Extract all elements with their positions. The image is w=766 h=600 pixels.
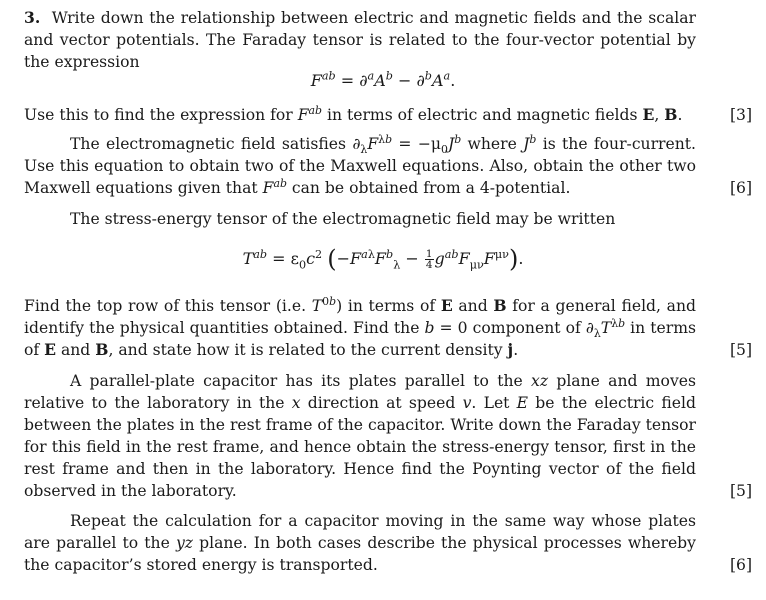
question-intro: [24, 7, 696, 73]
part2-marks: [6]: [729, 179, 753, 197]
part5-text: Repeat the calculation for a capacitor moving in the same way whose plates are parallel to the yz plane. In both cases describe the physical processes whereby the capacitor’s stored energy is transported.: [24, 512, 696, 574]
part3-text: Find the top row of this tensor (i.e. $T^{0b}$) in terms of E and B for a general field, and identify the physical quantities obtained. Find the b = 0 component of $\partial_\lambda T^{\lambda b}$ in terms of E and B, and state how it is related to the current density j.: [24, 294, 697, 359]
part3-marks: [5]: [729, 341, 753, 359]
part2-text: The electromagnetic field satisfies $\partial_\lambda F^{\lambda b} = -\mu_0J^b$ where $J^b$ is the four-current. Use this equation to obtain two of the Maxwell equations. Also, obtain the other two Maxwell equations given that $F^{ab}$ can be obtained from a 4-potential.: [24, 132, 697, 197]
part5-marks: [6]: [729, 556, 753, 574]
stress-energy-equation: $T^{ab} = \varepsilon_0c^2$ ($-F^{a\lambda}F^b_\lambda$ − $\frac{1}{4}$ $g^{ab}F_{\mu\nu}F^{\mu\nu}$).: [242, 245, 524, 273]
part1-text: Use this to find the expression for $F^{ab}$ in terms of electric and magnetic fields E, B.: [24, 103, 683, 124]
faraday-tensor-equation: $F^{ab} = \partial^aA^b - \partial^bA^a$.: [310, 69, 456, 90]
part3-intro: The stress-energy tensor of the electromagnetic field may be written: [70, 210, 616, 228]
part4-text: A parallel-plate capacitor has its plates parallel to the xz plane and moves relative to the laboratory in the x direction at speed v. Let E be the electric field between the plates in the rest frame of the capacitor. Write down the Faraday tensor for this field in the rest frame, and hence obtain the stress-energy tensor, first in the rest frame and then in the laboratory. Hence find the Poynting vector of the field observed in the laboratory.: [24, 372, 696, 500]
part1-marks: [3]: [729, 106, 753, 124]
question-intro-text: Write down the relationship between electric and magnetic fields and the scalar and vector potentials. The Faraday tensor is related to the four-vector potential by the expression: [24, 9, 697, 71]
part4-marks: [5]: [729, 482, 753, 500]
question-number: 3.: [24, 8, 41, 27]
